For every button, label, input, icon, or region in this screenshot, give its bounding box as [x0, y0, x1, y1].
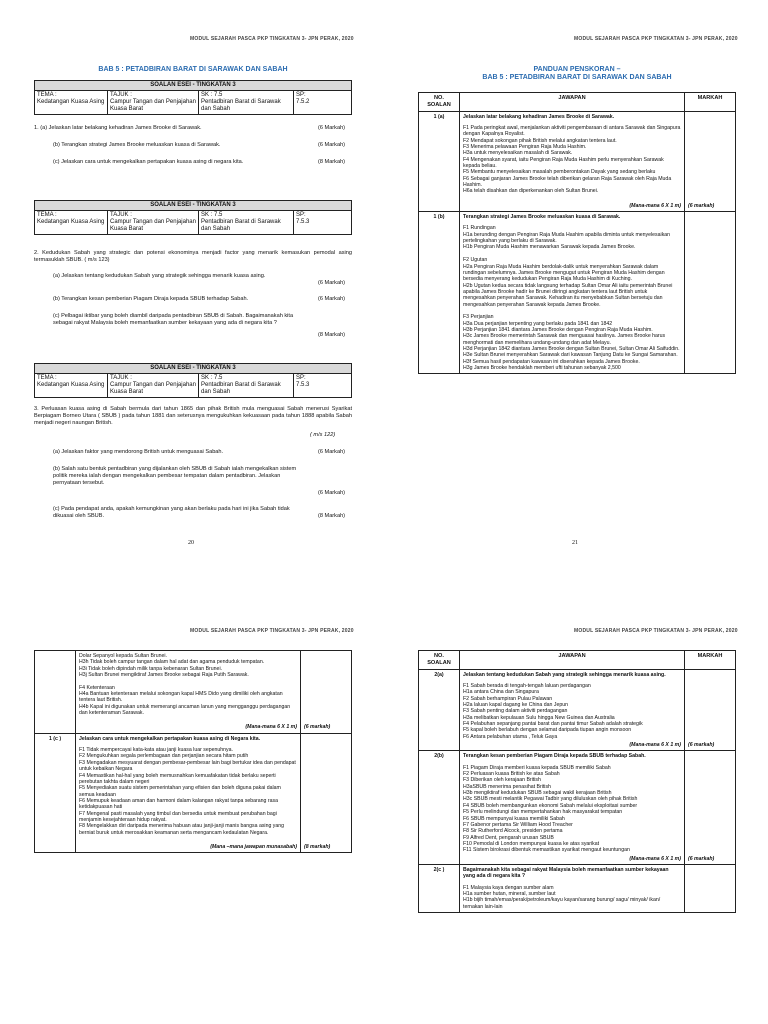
- q2b-mark: (6 Markah): [318, 296, 346, 302]
- answer-table: [34, 650, 352, 853]
- page-23: [384, 622, 768, 1024]
- tema-cell: TEMA : Kedatangan Kuasa Asing: [35, 373, 108, 397]
- mark-value: (6 markah): [688, 855, 715, 862]
- table-row: [419, 111, 736, 211]
- answer-footnote: (Mana-mana 6 X 1 m): [245, 724, 297, 731]
- question-no: 1 (b): [419, 212, 460, 374]
- question-no: 1 (a): [419, 111, 460, 211]
- mark-cell: [301, 733, 352, 853]
- page-20: [0, 30, 384, 560]
- q2a-text: (a) Jelaskan tentang kedudukan Sabah yang strategik sehingga menarik kuasa asing.: [53, 273, 266, 279]
- mark-value: (6 markah): [688, 202, 715, 209]
- q3b-text: (b) Salah satu bentuk pentadbiran yang dijalankan oleh SBUB di Sabah ialah mengekalkan sistem politik mereka ialah dengan mengekalkan pembesar tempatan dalam pentadbiran. Jelaskan pernyataan tersebut.: [53, 466, 297, 486]
- answer-points: F1 Pada peringkat awal, menjalankan aktiviti pengembaraan di antara Sarawak dan Singapura dengan Kapalnya Royalist. F2 Mendapat sokongan pihak British melalui angkatan tentera laut. F3 Menerima pelawaan Pengiran Raja Muda Hashim. H3a untuk menyelesaikan masalah di Sarawak. F4 Mengenakan syarat, iaitu Pengiran Raja Muda Hashim perlu menyerahkan Sarawak kepada beliau. F5 Membantu menyelesaikan masalah pemberontakan Dayak yang sedang berlaku F6 Sebagai ganjaran James Brooke telah diberikan gelaran Raja Sarawak oleh Raja Muda Hashim. H6a telah disahkan dan diperkenankan oleh Sultan Brunei.: [463, 124, 681, 195]
- q3a-text: (a) Jelaskan faktor yang mendorong British untuk menguasai Sabah.: [53, 449, 224, 455]
- col-markah: MARKAH: [685, 93, 736, 112]
- mark-cell: [685, 111, 736, 211]
- col-jawapan: JAWAPAN: [460, 651, 685, 670]
- tajuk-cell: TAJUK : Campur Tangan dan Penjajahan Kuasa Barat: [108, 90, 199, 114]
- page-header: MODUL SEJARAH PASCA PKP TINGKATAN 3- JPN PERAK, 2020: [190, 36, 354, 42]
- q3a-mark: (6 Markah): [318, 449, 346, 455]
- sk-cell: SK : 7.5 Pentadbiran Barat di Sarawak dan Sabah: [199, 210, 294, 234]
- page-header: MODUL SEJARAH PASCA PKP TINGKATAN 3- JPN PERAK, 2020: [574, 36, 738, 42]
- question-no: 1 (c ): [35, 733, 76, 853]
- q1a-mark: (6 Markah): [318, 125, 346, 131]
- topic-table-1: [34, 80, 352, 115]
- answer-points: F1 Malaysia kaya dengan sumber alam H1a sumber hutan, mineral, sumber laut H1b bijih timah/emas/perak/petroleum/kayu kayan/sarang burung/ sagu/ minyak/ ikan/ ternakan lain-lain: [463, 884, 661, 910]
- topic-table-3: [34, 363, 352, 398]
- page-number: 20: [188, 540, 194, 546]
- q1c-text: (c) Jelaskan cara untuk mengekalkan pertapakan kuasa asing di negara kita.: [53, 159, 244, 165]
- scoring-title: PANDUAN PENSKORAN –: [533, 66, 621, 73]
- q2c-mark: (8 Markah): [318, 332, 346, 338]
- table-row: [35, 651, 352, 734]
- page-22: [0, 622, 384, 1024]
- page-header: MODUL SEJARAH PASCA PKP TINGKATAN 3- JPN PERAK, 2020: [574, 628, 738, 634]
- answer-points: Dolar Sepanyol kepada Sultan Brunei. H3h Tidak boleh campur tangan dalam hal adat dan agama penduduk tempatan. H3i Tidak boleh dipindah milik tanpa kebenaran Sultan Brunei. H3j Sultan Brunei mengiktiraf James Brooke sebagai Raja Putih Sarawak. F4 Ketenteraan H4a Bantuan ketenteraan melalui sokongan kapal HMS Dido yang dimiliki oleh angkatan tentera laut British. H4b Kapal ini digunakan untuk memerangi ancaman lanun yang mengganggu perdagangan dan ketenteraman Sarawak.: [79, 653, 291, 717]
- page-number: 21: [572, 540, 578, 546]
- question-no: 2(b): [419, 751, 460, 865]
- q3-stem: 3. Perluasan kuasa asing di Sabah bermula dari tahun 1865 dan pihak British mula menguasai Sabah menerusi Syarikat Berpiagam Borneo Utara ( SBUB ) pada tahun 1881 dan seterusnya mengukuhkan kekuasaan pada tahun 1888 apabila Sabah menjadi negeri naungan British.: [34, 406, 352, 426]
- answer-footnote: (Mana-mana 6 X 1 m): [629, 742, 681, 749]
- table-row: [419, 864, 736, 912]
- q2b-text: (b) Terangkan kesan pemberian Piagam Diraja kepada SBUB terhadap Sabah.: [53, 296, 249, 302]
- answer-points: F1 Tidak mempercayai kata-kata atau janji kuasa luar sepenuhnya. F2 Mengukuhkan segala perlembagaan dan perjanjian secara hitam putih F3 Mengadakan mesyuarat dengan pembesar-pembesar lain bagi bertukar idea dan pendapat untuk kebaikan Negara F4 Memastikan hal-hal yang boleh memusnahkan kemuafakatan tidak berlaku seperti perebutan takhta dalam negeri F5 Menyediakan suatu sistem pemerintahan yang efisien dan boleh diguna pakai dalam semua keadaan F6 Memupuk keadaan aman dan harmoni dalam kalangan rakyat tanpa sebarang rasa ketidakpuasan hati F7 Mengenal pasti masalah yang timbul dan bersedia untuk membuat perubahan bagi menjamin kesejahteraan hidup rakyat. F8 Mengelakkan diri daripada menerima habuan atau janji-janji manis bangsa asing yang berniat buruk untuk merosakkan keamanan serta mengancam kedaulatan Negara.: [79, 747, 296, 836]
- answer-footnote: (Mana –mana jawapan munasabah): [210, 843, 297, 850]
- chapter-title: BAB 5 : PETADBIRAN BARAT DI SARAWAK DAN SABAH: [98, 66, 288, 73]
- tema-cell: TEMA : Kedatangan Kuasa Asing: [35, 90, 108, 114]
- q2c-text: (c) Pelbagai iktibar yang boleh diambil daripada pentadbiran SBUB di Sabah. Bagaimanakah kita sebagai rakyat Malaysia boleh memanfaatkan sumber kekayaan yang ada di negara kita ?: [53, 313, 294, 326]
- col-no: NO. SOALAN: [419, 651, 460, 670]
- answer-question: Jelaskan cara untuk mengekalkan pertapakan kuasa asing di Negara kita.: [79, 735, 261, 742]
- table-row: [35, 733, 352, 853]
- q1a-text: 1. (a) Jelaskan latar belakang kehadiran James Brooke di Sarawak.: [34, 125, 202, 131]
- mark-value: (6 markah): [688, 742, 715, 749]
- answer-question: Terangkan strategi James Brooke meluaskan kuasa di Sarawak.: [463, 214, 621, 221]
- sp-cell: SP: 7.5.2: [294, 90, 352, 114]
- mark-cell: [685, 669, 736, 751]
- q3b-mark: (6 Markah): [318, 490, 346, 496]
- table-head: SOALAN ESEI - TINGKATAN 3: [35, 201, 352, 211]
- table-row: [419, 751, 736, 865]
- answer-cell: [460, 669, 685, 751]
- q3-ref: ( m/s 122): [310, 432, 336, 438]
- sk-cell: SK : 7.5 Pentadbiran Barat di Sarawak dan Sabah: [199, 90, 294, 114]
- mark-cell: [685, 212, 736, 374]
- chapter-title: BAB 5 : PETADBIRAN BARAT DI SARAWAK DAN SABAH: [482, 74, 672, 81]
- answer-cell: [76, 651, 301, 734]
- question-no: 2(a): [419, 669, 460, 751]
- table-head: SOALAN ESEI - TINGKATAN 3: [35, 364, 352, 374]
- answer-question: Terangkan kesan pemberian Piagam Diraja kepada SBUB terhadap Sabah.: [463, 753, 646, 760]
- q3c-mark: (8 Markah): [318, 513, 346, 519]
- q1b-text: (b) Terangkan strategi James Brooke meluaskan kuasa di Sarawak.: [53, 142, 221, 148]
- table-head: SOALAN ESEI - TINGKATAN 3: [35, 81, 352, 91]
- mark-cell: [685, 751, 736, 865]
- answer-cell: [460, 212, 685, 374]
- answer-cell: [76, 733, 301, 853]
- answer-cell: [460, 111, 685, 211]
- mark-value: (6 markah): [304, 724, 331, 731]
- mark-cell: [685, 864, 736, 912]
- table-row: [419, 212, 736, 374]
- tajuk-cell: TAJUK : Campur Tangan dan Penjajahan Kuasa Barat: [108, 210, 199, 234]
- q1b-mark: (6 Markah): [318, 142, 346, 148]
- q3c-text: (c) Pada pendapat anda, apakah kemungkinan yang akan berlaku pada hari ini jika Sabah tidak dikuasai oleh SBUB.: [53, 506, 290, 519]
- answer-table: [418, 650, 736, 913]
- col-jawapan: JAWAPAN: [460, 93, 685, 112]
- sp-cell: SP: 7.5.3: [294, 210, 352, 234]
- page-header: MODUL SEJARAH PASCA PKP TINGKATAN 3- JPN PERAK, 2020: [190, 628, 354, 634]
- topic-table-2: [34, 200, 352, 235]
- tajuk-cell: TAJUK : Campur Tangan dan Penjajahan Kuasa Barat: [108, 373, 199, 397]
- answer-points: F1 Sabah berada di tengah-tengah laluan perdagangan H1a antara China dan Singapura F2 Sabah berhampiran Pulau Palawan H2a laluan kapal dagang ke China dan Jepun F3 Sabah penting dalam aktiviti perdagangan H3a melibatkan kepulauan Sulu hingga New Guinea dan Australia F4 Pelabuhan sepanjang pantai barat dan pantai timur Sabah adalah strategik F5 kapal boleh berlabuh dengan selamat daripada tiupan angin monsoon F6 Antara pelabuhan utama , Teluk Gaya: [463, 682, 643, 740]
- answer-footnote: (Mana-mana 6 X 1 m): [629, 855, 681, 862]
- mark-cell: [301, 651, 352, 734]
- answer-points: F1 Piagam Diraja memberi kuasa kepada SBUB memiliki Sabah F2 Perluasan kuasa British ke atas Sabah F3 Diberikan oleh kerajaan British H3aSBUB menerima penasihat British H3b mengiktiraf kedudukan SBUB sebagai wakil kerajaan British H3c SBUB mesti melantik Pegawai Tadbir yang diluluskan oleh pihak British F4 SBUB boleh membangunkan ekonomi Sabah melalui eksploitasi sumber F5 Perlu melindungi dan mempertahankan hak masyarakat tempatan F6 SBUB mempunyai kuasa memiliki Sabah F7 Gabenor pertama Sir William Hood Treacher F8 Sir Rutherford Alcock, presiden pertama F9 Alfred Dent, pengarah urusan SBUB F10 Pemodal di London mempunyai kuasa ke atas syarikat F11 Sistem birokrasi dibentuk memastikan syarikat mengaut keuntungan: [463, 764, 638, 854]
- table-row: [419, 669, 736, 751]
- col-no: NO. SOALAN: [419, 93, 460, 112]
- answer-question: Jelaskan latar belakang kehadiran James Brooke di Sarawak.: [463, 113, 615, 120]
- col-markah: MARKAH: [685, 651, 736, 670]
- question-no: 2(c ): [419, 864, 460, 912]
- answer-cell: [460, 751, 685, 865]
- q1c-mark: (8 Markah): [318, 159, 346, 165]
- answer-cell: [460, 864, 685, 912]
- answer-table: [418, 92, 736, 374]
- answer-question: Jelaskan tentang kedudukan Sabah yang strategik sehingga menarik kuasa asing.: [463, 671, 666, 678]
- tema-cell: TEMA : Kedatangan Kuasa Asing: [35, 210, 108, 234]
- sk-cell: SK : 7.5 Pentadbiran Barat di Sarawak dan Sabah: [199, 373, 294, 397]
- mark-value: (8 markah): [304, 843, 331, 850]
- answer-points: F1 Rundingan H1a berunding dengan Pengiran Raja Muda Hashim apabila diminta untuk menyelesaikan pertelingkahan yang berlaku di Sarawak. H1b Pengiran Muda Hashim menawarkan Sarawak kepada James Brooke. F2 Ugutan H2a Pengiran Raja Muda Hashim berdolak-dalik untuk menyerahkan Sarawak dalam rundingan sebelumnya. James Brooke mengugut untuk Pengiran Muda Hashim dengan bersedia menyerang kedudukan Pengiran Raja Muda Hashim di Kuching. H2b Ugutan kedua secara tidak langsung terhadap Sultan Omar Ali iaitu pemerintah Brunei apabila James Brooke hadir ke Brunei diiringi angkatan tentera laut British untuk mengesahkan penyerahan Sarawak. Kehadiran itu menyebabkan Sultan bersetuju dan mengesahkan penyerahan Sarawak kepada James Brooke. F3 Perjanjian H3a Dua perjanjian terpenting yang berlaku pada 1841 dan 1842 H3b Perjanjian 1841 diantara James Brooke dengan Pengiran Raja Muda Hashim. H3c James Brooke memerintah Sarawak dan menguasai hasilnya. James Brooke harus menghormati dan memelihara undang-undang dan adat Melayu. H3d Perjanjian 1842 diantara James Brooke dengan Sultan Brunei, Sultan Omar Ali Saifuddin. H3e Sultan Brunei menyerahkan Sarawak dari kawasan Tanjung Datu ke Sungai Samarahan. H3f Semua hasil pendapatan kawasan ini diserahkan kepada James Brooke. H3g James Brooke hendaklah memberi ufti tahunan sebanyak 2,500: [463, 225, 680, 371]
- q2a-mark: (6 Markah): [318, 280, 346, 286]
- question-no: [35, 651, 76, 734]
- page-gap: [0, 560, 768, 622]
- q2-stem: 2. Kedudukan Sabah yang strategic dan potensi ekonominya menjadi factor yang menarik kemasukan pemodal asing termasuklah SBUB. ( m/s 123): [34, 250, 352, 263]
- page-21: [384, 30, 768, 560]
- answer-footnote: (Mana-mana 6 X 1 m): [629, 202, 681, 209]
- answer-question: Bagaimanakah kita sebagai rakyat Malaysia boleh memanfaatkan sumber kekayaan yang ada di negara kita ?: [463, 866, 669, 880]
- sp-cell: SP: 7.5.3: [294, 373, 352, 397]
